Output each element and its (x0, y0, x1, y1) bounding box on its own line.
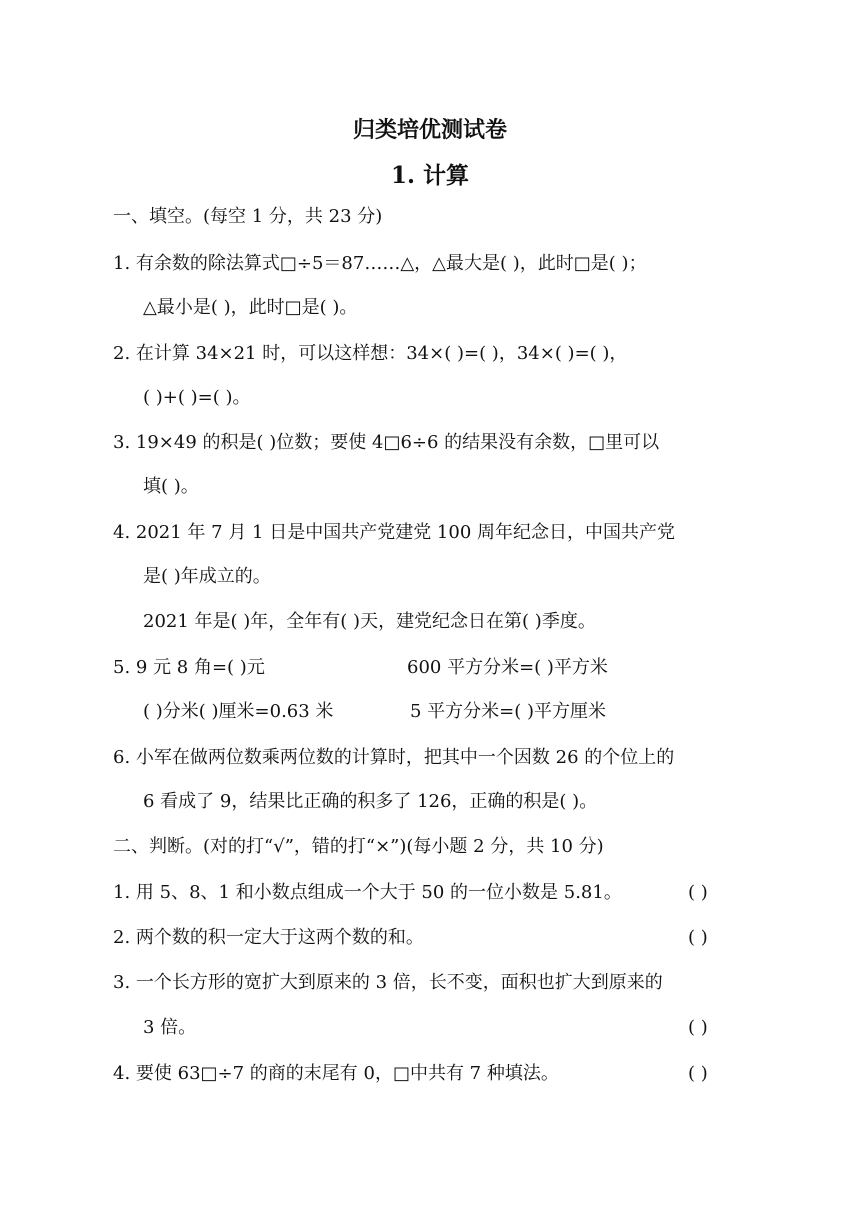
q2-line-a: 2. 在计算 34×21 时，可以这样想：34×( )=( )，34×( )=( )， (113, 343, 628, 364)
q4-line-c: 2021 年是( )年，全年有( )天，建党纪念日在第( )季度。 (143, 611, 596, 632)
judge-q3-line-b: 3 倍。 (143, 1017, 197, 1038)
page-subtitle: 1. 计算 (390, 162, 470, 189)
q4-line-a: 4. 2021 年 7 月 1 日是中国共产党建党 100 周年纪念日，中国共产党 (113, 522, 676, 543)
q1-line-a: 1. 有余数的除法算式□÷5＝87……△，△最大是( )，此时□是( )； (113, 253, 647, 274)
q5-line-a-right: 600 平方分米=( )平方米 (407, 657, 608, 678)
q1-line-b: △最小是( )，此时□是( )。 (143, 297, 358, 318)
judge-q4-text: 4. 要使 63□÷7 的商的末尾有 0，□中共有 7 种填法。 (113, 1063, 559, 1084)
q3-line-a: 3. 19×49 的积是( )位数；要使 4□6÷6 的结果没有余数，□里可以 (113, 432, 660, 453)
section1-heading: 一、填空。(每空 1 分，共 23 分) (113, 206, 383, 227)
page-title: 归类培优测试卷 (352, 118, 507, 143)
q6-line-a: 6. 小军在做两位数乘两位数的计算时，把其中一个因数 26 的个位上的 (113, 747, 675, 768)
q5-line-a-left: 5. 9 元 8 角=( )元 (113, 657, 265, 678)
q3-line-b: 填( )。 (143, 476, 199, 497)
q6-line-b: 6 看成了 9，结果比正确的积多了 126，正确的积是( )。 (143, 791, 598, 812)
judge-q3-line-a: 3. 一个长方形的宽扩大到原来的 3 倍，长不变，面积也扩大到原来的 (113, 972, 663, 993)
judge-q4-answer-box[interactable]: ( ) (688, 1063, 708, 1084)
q5-line-b-right: 5 平方分米=( )平方厘米 (410, 701, 607, 722)
judge-q2-answer-box[interactable]: ( ) (688, 927, 708, 948)
section2-heading: 二、判断。(对的打“√”，错的打“×”)(每小题 2 分，共 10 分) (113, 836, 604, 857)
judge-q1-answer-box[interactable]: ( ) (688, 882, 708, 903)
judge-q3-answer-box[interactable]: ( ) (688, 1017, 708, 1038)
q5-line-b-left: ( )分米( )厘米=0.63 米 (143, 701, 334, 722)
q2-line-b: ( )+( )=( )。 (143, 387, 251, 408)
judge-q2-text: 2. 两个数的积一定大于这两个数的和。 (113, 927, 424, 948)
q4-line-b: 是( )年成立的。 (143, 566, 271, 587)
judge-q1-text: 1. 用 5、8、1 和小数点组成一个大于 50 的一位小数是 5.81。 (113, 882, 622, 903)
